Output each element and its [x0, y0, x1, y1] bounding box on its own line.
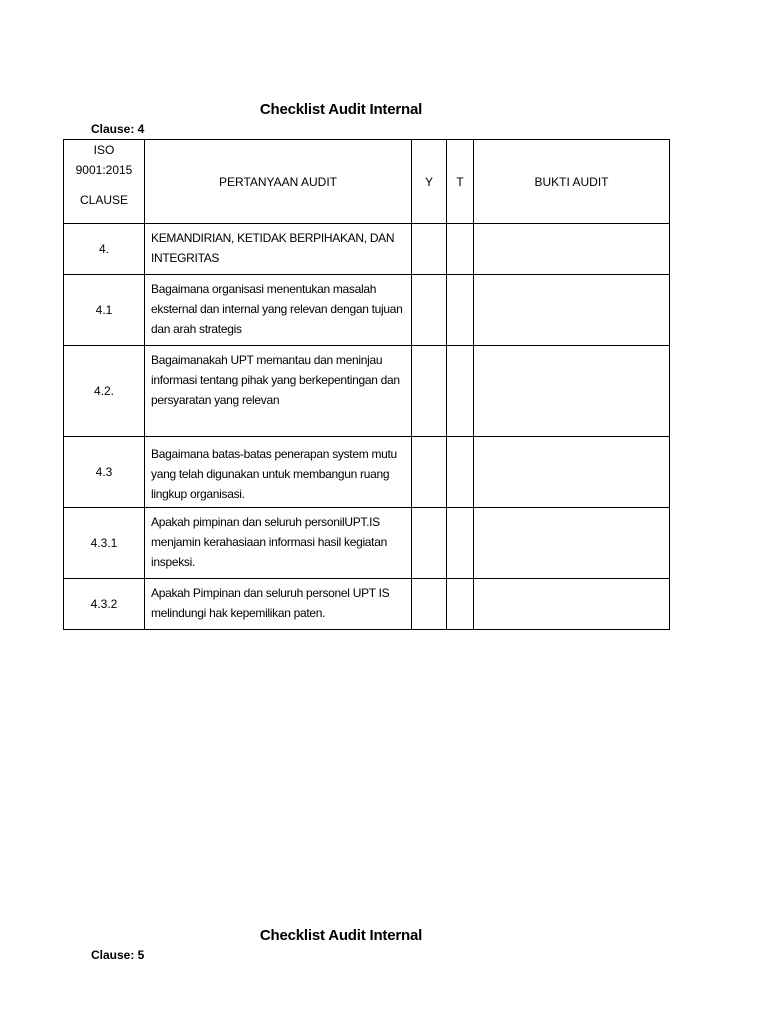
- row-question: Bagaimanakah UPT memantau dan meninjau informasi tentang pihak yang berkepentingan dan persyaratan yang relevan: [145, 346, 412, 437]
- row-y-cell[interactable]: [412, 346, 447, 437]
- header-iso-clause: [64, 140, 145, 224]
- row-y-cell[interactable]: [412, 224, 447, 275]
- table-header-row: [64, 140, 670, 224]
- table-row: [64, 275, 670, 346]
- row-question: Apakah pimpinan dan seluruh personilUPT.IS menjamin kerahasiaan informasi hasil kegiatan inspeksi.: [145, 508, 412, 579]
- row-y-cell[interactable]: [412, 579, 447, 630]
- table-row: [64, 508, 670, 579]
- row-question: Bagaimana batas-batas penerapan system mutu yang telah digunakan untuk membangun ruang lingkup organisasi.: [145, 437, 412, 508]
- header-t: T: [447, 140, 474, 224]
- row-t-cell[interactable]: [447, 346, 474, 437]
- row-clause: 4.: [64, 224, 145, 275]
- row-question: KEMANDIRIAN, KETIDAK BERPIHAKAN, DAN INTEGRITAS: [145, 224, 412, 275]
- row-clause: 4.3.2: [64, 579, 145, 630]
- clause-label: Clause: 4: [91, 122, 145, 136]
- row-y-cell[interactable]: [412, 437, 447, 508]
- row-y-cell[interactable]: [412, 508, 447, 579]
- row-t-cell[interactable]: [447, 508, 474, 579]
- row-clause: 4.3: [64, 437, 145, 508]
- row-clause: 4.3.1: [64, 508, 145, 579]
- audit-checklist-table: [63, 139, 670, 630]
- row-question: Bagaimana organisasi menentukan masalah eksternal dan internal yang relevan dengan tujuan dan arah strategis: [145, 275, 412, 346]
- header-iso-line1: ISO: [93, 143, 115, 157]
- header-iso-line3: CLAUSE: [79, 193, 129, 207]
- row-evidence-cell[interactable]: [474, 437, 670, 508]
- row-t-cell[interactable]: [447, 437, 474, 508]
- header-y: Y: [412, 140, 447, 224]
- page2-clause-label: Clause: 5: [91, 948, 145, 962]
- page2-title: Checklist Audit Internal: [259, 927, 423, 944]
- header-question: PERTANYAAN AUDIT: [145, 140, 412, 224]
- table-row: [64, 579, 670, 630]
- row-evidence-cell[interactable]: [474, 275, 670, 346]
- page-title: Checklist Audit Internal: [259, 101, 423, 118]
- row-t-cell[interactable]: [447, 275, 474, 346]
- row-t-cell[interactable]: [447, 224, 474, 275]
- table-row: [64, 224, 670, 275]
- row-evidence-cell[interactable]: [474, 508, 670, 579]
- header-evidence: BUKTI AUDIT: [474, 140, 670, 224]
- row-question: Apakah Pimpinan dan seluruh personel UPT IS melindungi hak kepemilikan paten.: [145, 579, 412, 630]
- header-iso-line2: 9001:2015: [75, 163, 133, 177]
- row-clause: 4.1: [64, 275, 145, 346]
- row-evidence-cell[interactable]: [474, 579, 670, 630]
- row-t-cell[interactable]: [447, 579, 474, 630]
- table-row: [64, 437, 670, 508]
- row-clause: 4.2.: [64, 346, 145, 437]
- row-evidence-cell[interactable]: [474, 224, 670, 275]
- row-evidence-cell[interactable]: [474, 346, 670, 437]
- table-row: [64, 346, 670, 437]
- row-y-cell[interactable]: [412, 275, 447, 346]
